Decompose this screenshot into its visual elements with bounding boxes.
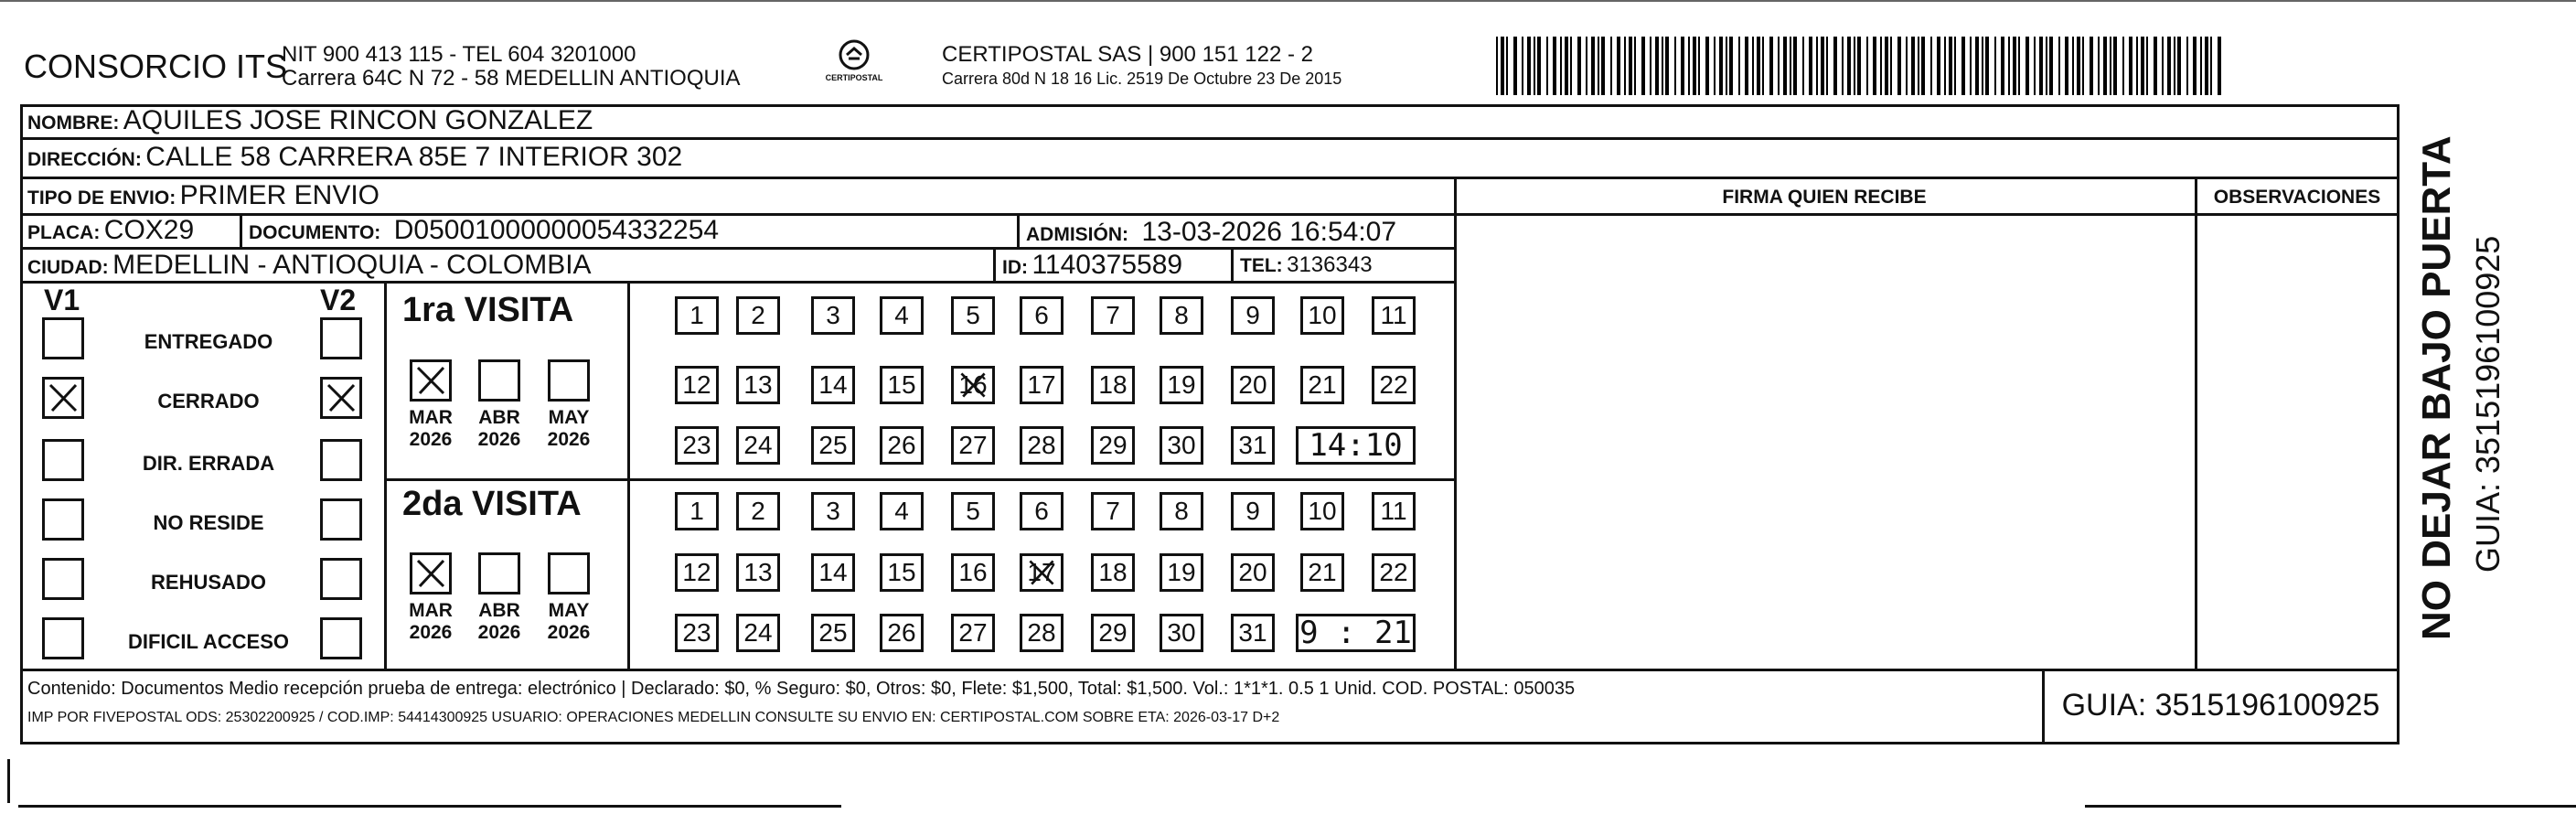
month-checkbox[interactable] [478, 359, 520, 402]
barcode-bar [1610, 37, 1612, 95]
id-row [1002, 249, 1182, 286]
barcode-bar [2013, 37, 2016, 95]
barcode-bar [2141, 37, 2144, 95]
day-cell[interactable]: 6 [1020, 492, 1064, 530]
barcode-bar [1527, 37, 1531, 95]
day-cell[interactable]: 30 [1160, 426, 1203, 465]
barcode-bar [2193, 37, 2197, 95]
barcode-bar [1729, 37, 1733, 95]
barcode-bar [1553, 37, 1556, 95]
day-cell[interactable]: 14 [811, 553, 855, 592]
month-year: 2026 [477, 429, 521, 450]
barcode-bar [1617, 37, 1620, 95]
barcode-bar [1624, 37, 1626, 95]
barcode-bar [1705, 37, 1709, 95]
header-divider [1454, 213, 2400, 216]
barcode-bar [1793, 37, 1797, 95]
v1-checkbox[interactable] [42, 439, 84, 481]
day-cell[interactable]: 16 [951, 366, 995, 404]
barcode-bar [1719, 37, 1723, 95]
day-cell[interactable]: 25 [811, 614, 855, 652]
barcode-bar [1769, 37, 1773, 95]
day-cell[interactable]: 29 [1091, 614, 1135, 652]
barcode-bar [1783, 37, 1787, 95]
col-divider [1454, 177, 1457, 670]
barcode-bar [1745, 37, 1748, 95]
month-label: MAR [409, 407, 453, 428]
second-visit-title: 2da VISITA [402, 485, 582, 523]
handwritten-time: 9 : 21 [1299, 615, 1412, 651]
barcode-bar [2039, 37, 2043, 95]
barcode-bar [2154, 37, 2157, 95]
day-cell[interactable]: 26 [880, 614, 924, 652]
barcode-bar [2113, 37, 2117, 95]
day-cell[interactable]: 12 [675, 553, 719, 592]
documento-label: DOCUMENTO: [249, 222, 381, 243]
barcode-bar [2110, 37, 2111, 95]
day-cell[interactable]: 13 [736, 553, 780, 592]
day-cell[interactable]: 16 [951, 553, 995, 592]
barcode-bar [1591, 37, 1595, 95]
barcode [1496, 37, 2223, 95]
month-checkbox[interactable] [548, 552, 590, 594]
day-cell[interactable]: 31 [1231, 426, 1275, 465]
day-cell[interactable]: 4 [880, 296, 924, 335]
day-cell[interactable]: 15 [880, 553, 924, 592]
ciudad-label: CIUDAD: [27, 257, 109, 278]
day-cell[interactable]: 23 [675, 614, 719, 652]
barcode-bar [1833, 37, 1837, 95]
barcode-bar [1816, 37, 1818, 95]
barcode-bar [2205, 37, 2208, 95]
barcode-bar [1842, 37, 1844, 95]
nombre-value: AQUILES JOSE RINCON GONZALEZ [123, 105, 593, 135]
id-label: ID: [1002, 257, 1028, 278]
barcode-bar [2210, 37, 2212, 95]
barcode-bar [1752, 37, 1754, 95]
day-cell[interactable]: 27 [951, 614, 995, 652]
day-cell[interactable]: 21 [1300, 553, 1344, 592]
v1-checkbox[interactable] [42, 617, 84, 659]
barcode-bar [2090, 37, 2093, 95]
certipostal-logo [823, 37, 885, 91]
barcode-bar [1897, 37, 1901, 95]
barcode-bar [1641, 37, 1645, 95]
direccion-label: DIRECCIÓN: [27, 149, 142, 170]
barcode-bar [1634, 37, 1636, 95]
col-divider [240, 213, 242, 247]
side-guia: GUIA: 3515196100925 [2469, 235, 2507, 573]
barcode-bar [1698, 37, 1700, 95]
day-cell[interactable]: 3 [811, 296, 855, 335]
placa-value: COX29 [103, 215, 195, 245]
barcode-bar [1570, 37, 1572, 95]
day-cell[interactable]: 4 [880, 492, 924, 530]
day-cell[interactable]: 5 [951, 492, 995, 530]
barcode-bar [2065, 37, 2068, 95]
barcode-bar [2177, 37, 2181, 95]
barcode-bar [1994, 37, 1996, 95]
barcode-bar [2001, 37, 2004, 95]
documento-row [249, 214, 719, 252]
month-checkbox[interactable] [410, 359, 452, 402]
day-cell[interactable]: 11 [1372, 296, 1416, 335]
barcode-bar [1918, 37, 1919, 95]
barcode-bar [2129, 37, 2132, 95]
documento-value: D05001000000054332254 [393, 215, 720, 245]
status-label: NO RESIDE [153, 511, 264, 534]
day-cell[interactable]: 29 [1091, 426, 1135, 465]
placa-label: PLACA: [27, 222, 101, 243]
barcode-bar [1757, 37, 1760, 95]
barcode-bar [2046, 37, 2047, 95]
handwritten-time: 14:10 [1309, 427, 1403, 464]
day-cell[interactable]: 21 [1300, 366, 1344, 404]
v1-checkbox[interactable] [42, 377, 84, 419]
company-name: CONSORCIO ITS [24, 48, 288, 85]
day-cell[interactable]: 7 [1091, 492, 1135, 530]
barcode-bar [1921, 37, 1925, 95]
barcode-bar [1809, 37, 1812, 95]
v2-checkbox[interactable] [320, 317, 362, 359]
day-cell[interactable]: 2 [736, 296, 780, 335]
barcode-bar [1586, 37, 1587, 95]
day-cell[interactable]: 28 [1020, 426, 1064, 465]
barcode-bar [1826, 37, 1828, 95]
admision-label: ADMISIÓN: [1026, 224, 1128, 245]
barcode-bar [1985, 37, 1989, 95]
day-cell[interactable]: 19 [1160, 553, 1203, 592]
day-cell[interactable]: 6 [1020, 296, 1064, 335]
barcode-bar [1598, 37, 1599, 95]
day-cross-mark [1022, 556, 1061, 589]
barcode-bar [1560, 37, 1562, 95]
day-cell[interactable]: 12 [675, 366, 719, 404]
footer-guia: GUIA: 3515196100925 [2061, 688, 2380, 723]
footer-line-1: Contenido: Documentos Medio recepción prueba de entrega: electrónico | Declarado: $0, % Seguro: $0, Otros: $0, Flete: $1,500, Total: $1,500. Vol.: 1*1*1. 0.5 1 Unid. COD. POSTAL: 050035 [27, 679, 1576, 699]
day-cell[interactable]: 8 [1160, 492, 1203, 530]
barcode-bar [2098, 37, 2100, 95]
barcode-bar [2146, 37, 2148, 95]
footer-line-2: IMP POR FIVEPOSTAL ODS: 25302200925 / COD.IMP: 54414300925 USUARIO: OPERACIONES MEDELLIN CONSULTE SU ENVIO EN: CERTIPOSTAL.COM SOBRE ETA: 2026-03-17 D+2 [27, 710, 1280, 725]
month-checkbox[interactable] [478, 552, 520, 594]
ciudad-value: MEDELLIN - ANTIOQUIA - COLOMBIA [112, 250, 592, 280]
tipo-row [27, 178, 379, 218]
status-label: ENTREGADO [144, 330, 273, 353]
col-divider [384, 281, 387, 669]
barcode-bar [1970, 37, 1972, 95]
barcode-bar [1821, 37, 1824, 95]
barcode-bar [2174, 37, 2175, 95]
status-label: DIR. ERRADA [142, 452, 275, 475]
barcode-bar [1847, 37, 1851, 95]
barcode-bar [2167, 37, 2171, 95]
month-year: 2026 [409, 622, 453, 643]
carrier-name: CERTIPOSTAL SAS | 900 151 122 - 2 [942, 42, 1313, 67]
day-cell[interactable]: 17 [1020, 553, 1064, 592]
tel-value: 3136343 [1287, 252, 1373, 277]
day-cell[interactable]: 3 [811, 492, 855, 530]
month-year: 2026 [547, 622, 591, 643]
barcode-bar [1944, 37, 1946, 95]
col-divider [627, 281, 630, 669]
barcode-bar [1961, 37, 1965, 95]
v2-checkbox[interactable] [320, 617, 362, 659]
v1-checkbox[interactable] [42, 317, 84, 359]
month-label: MAY [548, 600, 590, 621]
barcode-bar [1880, 37, 1882, 95]
month-label: MAR [409, 600, 453, 621]
barcode-bar [1688, 37, 1690, 95]
carrier-address: Carrera 80d N 18 16 Lic. 2519 De Octubre 23 De 2015 [942, 70, 1342, 88]
day-cell[interactable]: 17 [1020, 366, 1064, 404]
barcode-bar [1975, 37, 1979, 95]
day-cell[interactable]: 23 [675, 426, 719, 465]
tel-label: TEL: [1240, 255, 1283, 276]
company-nit: NIT 900 413 115 - TEL 604 3201000 [282, 42, 636, 67]
tipo-value: PRIMER ENVIO [179, 180, 380, 210]
barcode-bar [2218, 37, 2221, 95]
day-cell[interactable]: 24 [736, 614, 780, 652]
barcode-bar [2026, 37, 2029, 95]
barcode-bar [1866, 37, 1868, 95]
day-cell[interactable]: 15 [880, 366, 924, 404]
barcode-bar [1513, 37, 1517, 95]
barcode-bar [1693, 37, 1696, 95]
id-value: 1140375589 [1031, 250, 1183, 280]
day-cell[interactable]: 5 [951, 296, 995, 335]
admision-value: 13-03-2026 16:54:07 [1141, 217, 1397, 247]
day-cell[interactable]: 1 [675, 296, 719, 335]
barcode-bar [1714, 37, 1716, 95]
barcode-bar [1522, 37, 1523, 95]
observaciones-header: OBSERVACIONES [2213, 187, 2381, 208]
tel-row [1240, 249, 1373, 284]
day-cell[interactable]: 28 [1020, 614, 1064, 652]
barcode-bar [1762, 37, 1764, 95]
barcode-bar [1937, 37, 1940, 95]
barcode-bar [1506, 37, 1508, 95]
handwritten-time-box[interactable] [1296, 614, 1416, 652]
certipostal-logo-text: CERTIPOSTAL [825, 73, 883, 82]
barcode-bar [2136, 37, 2138, 95]
bottom-edge-mark [7, 759, 10, 803]
barcode-bar [1890, 37, 1892, 95]
barcode-bar [1496, 37, 1498, 95]
ciudad-row [27, 249, 592, 286]
direccion-row [27, 140, 682, 179]
day-cell[interactable]: 20 [1231, 553, 1275, 592]
day-cell[interactable]: 18 [1091, 553, 1135, 592]
barcode-bar [1778, 37, 1780, 95]
barcode-bar [1885, 37, 1888, 95]
day-cell[interactable]: 10 [1300, 492, 1344, 530]
bottom-edge-line [2085, 805, 2576, 808]
visit-divider [384, 478, 1456, 481]
barcode-bar [1854, 37, 1855, 95]
v2-checkbox[interactable] [320, 439, 362, 481]
barcode-bar [2186, 37, 2188, 95]
barcode-bar [1982, 37, 1983, 95]
barcode-bar [1546, 37, 1548, 95]
barcode-bar [1857, 37, 1861, 95]
v1-checkbox[interactable] [42, 558, 84, 600]
barcode-bar [1577, 37, 1581, 95]
barcode-bar [1601, 37, 1605, 95]
day-cell[interactable]: 9 [1231, 492, 1275, 530]
barcode-bar [2034, 37, 2036, 95]
day-cell[interactable]: 25 [811, 426, 855, 465]
day-cell[interactable]: 18 [1091, 366, 1135, 404]
barcode-bar [2049, 37, 2053, 95]
top-border-line [0, 0, 2576, 2]
barcode-bar [1665, 37, 1669, 95]
day-cell[interactable]: 22 [1372, 553, 1416, 592]
day-cell[interactable]: 26 [880, 426, 924, 465]
barcode-bar [2018, 37, 2020, 95]
day-cell[interactable]: 30 [1160, 614, 1203, 652]
day-cell[interactable]: 19 [1160, 366, 1203, 404]
barcode-bar [2058, 37, 2060, 95]
handwritten-time-box[interactable] [1296, 426, 1416, 465]
side-note: NO DEJAR BAJO PUERTA [2414, 135, 2459, 640]
status-label: REHUSADO [151, 571, 266, 594]
status-label: DIFICIL ACCESO [127, 630, 289, 653]
day-cell[interactable]: 11 [1372, 492, 1416, 530]
barcode-bar [2122, 37, 2124, 95]
barcode-bar [1906, 37, 1908, 95]
barcode-bar [2072, 37, 2074, 95]
barcode-bar [1738, 37, 1740, 95]
v1-label: V1 [44, 284, 80, 316]
barcode-bar [2008, 37, 2010, 95]
barcode-bar [1534, 37, 1535, 95]
day-cell[interactable]: 24 [736, 426, 780, 465]
col-divider [993, 247, 996, 281]
barcode-bar [1954, 37, 1956, 95]
barcode-bar [1674, 37, 1676, 95]
barcode-bar [1629, 37, 1632, 95]
month-label: MAY [548, 407, 590, 428]
barcode-bar [1537, 37, 1541, 95]
admision-row [1026, 216, 1396, 253]
v1-checkbox[interactable] [42, 498, 84, 541]
barcode-bar [1930, 37, 1932, 95]
barcode-bar [1949, 37, 1952, 95]
day-cell[interactable]: 20 [1231, 366, 1275, 404]
col-divider [2195, 177, 2197, 670]
barcode-bar [1650, 37, 1651, 95]
nombre-label: NOMBRE: [27, 112, 120, 134]
barcode-bar [1501, 37, 1504, 95]
day-cell[interactable]: 27 [951, 426, 995, 465]
day-cell[interactable]: 1 [675, 492, 719, 530]
barcode-bar [1802, 37, 1804, 95]
day-cell[interactable]: 22 [1372, 366, 1416, 404]
day-cell[interactable]: 14 [811, 366, 855, 404]
barcode-bar [1911, 37, 1915, 95]
direccion-value: CALLE 58 CARRERA 85E 7 INTERIOR 302 [145, 142, 683, 172]
day-cell[interactable]: 13 [736, 366, 780, 404]
month-checkbox[interactable] [410, 552, 452, 594]
placa-row [27, 214, 194, 252]
month-checkbox[interactable] [548, 359, 590, 402]
first-visit-title: 1ra VISITA [402, 291, 574, 329]
month-label: ABR [478, 600, 520, 621]
company-address: Carrera 64C N 72 - 58 MEDELLIN ANTIOQUIA [282, 66, 741, 91]
barcode-bar [2200, 37, 2202, 95]
barcode-bar [2162, 37, 2164, 95]
barcode-bar [2103, 37, 2107, 95]
day-cell[interactable]: 2 [736, 492, 780, 530]
bottom-edge-line [18, 805, 841, 808]
barcode-bar [2082, 37, 2084, 95]
barcode-bar [1681, 37, 1684, 95]
month-year: 2026 [547, 429, 591, 450]
status-label: CERRADO [157, 390, 260, 412]
barcode-bar [1662, 37, 1663, 95]
day-cell[interactable]: 8 [1160, 296, 1203, 335]
barcode-bar [2077, 37, 2080, 95]
barcode-bar [1565, 37, 1568, 95]
firma-header: FIRMA QUIEN RECIBE [1722, 187, 1927, 208]
day-cell[interactable]: 10 [1300, 296, 1344, 335]
month-year: 2026 [409, 429, 453, 450]
day-cross-mark [954, 369, 992, 402]
col-divider [1017, 213, 1020, 247]
barcode-bar [1655, 37, 1659, 95]
nombre-row [27, 104, 593, 142]
month-label: ABR [478, 407, 520, 428]
v2-checkbox[interactable] [320, 558, 362, 600]
tipo-label: TIPO DE ENVIO: [27, 187, 176, 209]
barcode-bar [1873, 37, 1876, 95]
barcode-bar [1790, 37, 1791, 95]
day-cell[interactable]: 9 [1231, 296, 1275, 335]
month-year: 2026 [477, 622, 521, 643]
day-cell[interactable]: 31 [1231, 614, 1275, 652]
v2-checkbox[interactable] [320, 377, 362, 419]
v2-checkbox[interactable] [320, 498, 362, 541]
barcode-bar [1726, 37, 1727, 95]
day-cell[interactable]: 7 [1091, 296, 1135, 335]
v2-label: V2 [320, 284, 357, 316]
